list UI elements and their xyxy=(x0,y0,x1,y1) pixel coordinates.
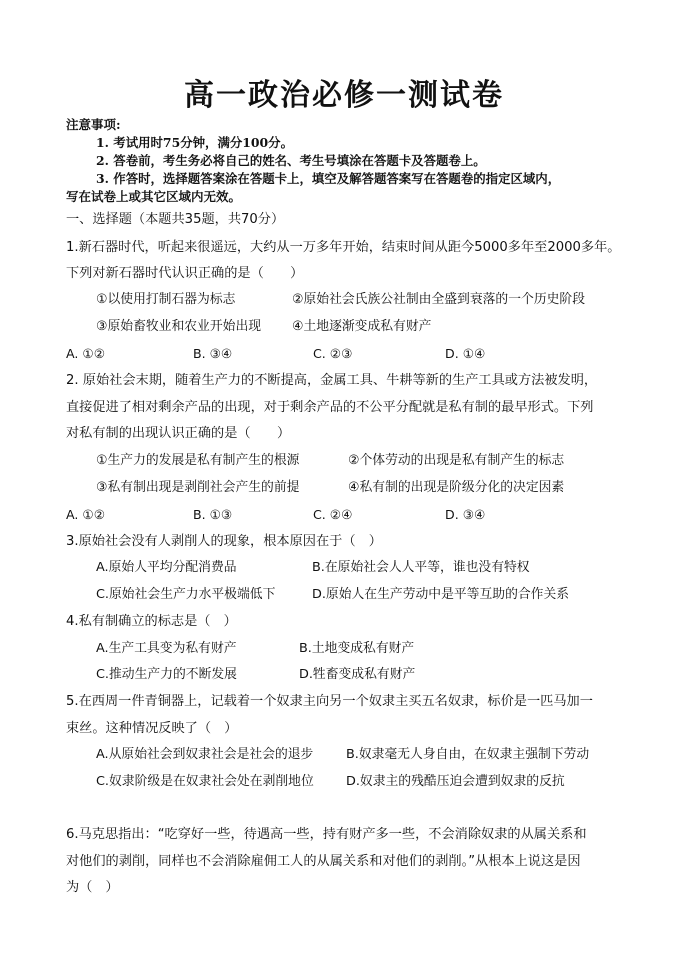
choice-c[interactable]: C. ②④ xyxy=(313,507,353,522)
option-d[interactable]: D.原始人在生产劳动中是平等互助的合作关系 xyxy=(312,587,570,602)
section-heading: 一、选择题（本题共35题，共70分） xyxy=(66,212,285,227)
question-5-text: 5.在西周一件青铜器上，记载着一个奴隶主向另一个奴隶主买五名奴隶，标价是一匹马加一 xyxy=(66,694,593,709)
choice-d[interactable]: D. ③④ xyxy=(445,507,486,522)
choice-a[interactable]: A. ①② xyxy=(66,346,105,361)
question-2-text: 直接促进了相对剩余产品的出现，对于剩余产品的不公平分配就是私有制的最早形式。下列 xyxy=(66,400,594,415)
notice-heading: 注意事项: xyxy=(66,117,121,132)
statement: ②个体劳动的出现是私有制产生的标志 xyxy=(348,453,565,468)
question-6-text: 6.马克思指出：“吃穿好一些，待遇高一些，持有财产多一些，不会消除奴隶的从属关系和 xyxy=(66,827,587,842)
question-4-text: 4.私有制确立的标志是（ ） xyxy=(66,614,237,629)
option-d[interactable]: D.奴隶主的残酷压迫会遭到奴隶的反抗 xyxy=(346,774,565,789)
choice-c[interactable]: C. ②③ xyxy=(313,346,353,361)
notice-item: 3. 作答时，选择题答案涂在答题卡上，填空及解答题答案写在答题卷的指定区域内， xyxy=(96,171,561,186)
question-1-text: 下列对新石器时代认识正确的是（ ） xyxy=(66,266,304,281)
choice-b[interactable]: B. ③④ xyxy=(193,346,233,361)
question-6-text: 对他们的剥削，同样也不会消除雇佣工人的从属关系和对他们的剥削。”从根本上说这是因 xyxy=(66,854,581,869)
question-2-text: 2. 原始社会末期，随着生产力的不断提高，金属工具、牛耕等新的生产工具或方法被发明， xyxy=(66,373,598,388)
statement: ④土地逐渐变成私有财产 xyxy=(292,319,432,334)
question-2-text: 对私有制的出现认识正确的是（ ） xyxy=(66,426,291,441)
choice-a[interactable]: A. ①② xyxy=(66,507,105,522)
question-1-text: 1.新石器时代，听起来很遥远，大约从一万多年开始，结束时间从距今5000多年至2000多年。 xyxy=(66,240,621,255)
question-5-text: 束丝。这种情况反映了（ ） xyxy=(66,721,238,736)
statement: ①以使用打制石器为标志 xyxy=(96,292,236,307)
option-a[interactable]: A.生产工具变为私有财产 xyxy=(96,641,237,656)
option-b[interactable]: B.在原始社会人人平等，谁也没有特权 xyxy=(312,560,530,575)
statement: ③私有制出现是剥削社会产生的前提 xyxy=(96,480,300,495)
choice-d[interactable]: D. ①④ xyxy=(445,346,486,361)
option-b[interactable]: B.土地变成私有财产 xyxy=(299,641,415,656)
choice-b[interactable]: B. ①③ xyxy=(193,507,233,522)
question-3-text: 3.原始社会没有人剥削人的现象，根本原因在于（ ） xyxy=(66,534,382,549)
option-c[interactable]: C.推动生产力的不断发展 xyxy=(96,667,237,682)
statement: ③原始畜牧业和农业开始出现 xyxy=(96,319,262,334)
option-c[interactable]: C.奴隶阶级是在奴隶社会处在剥削地位 xyxy=(96,774,314,789)
question-6-text: 为（ ） xyxy=(66,880,119,895)
statement: ①生产力的发展是私有制产生的根源 xyxy=(96,453,300,468)
option-a[interactable]: A.原始人平均分配消费品 xyxy=(96,560,237,575)
option-b[interactable]: B.奴隶毫无人身自由，在奴隶主强制下劳动 xyxy=(346,747,590,762)
notice-item: 写在试卷上或其它区域内无效。 xyxy=(66,189,242,204)
statement: ②原始社会氏族公社制由全盛到衰落的一个历史阶段 xyxy=(292,292,586,307)
notice-item: 2. 答卷前，考生务必将自己的姓名、考生号填涂在答题卡及答题卷上。 xyxy=(96,153,486,168)
option-c[interactable]: C.原始社会生产力水平极端低下 xyxy=(96,587,276,602)
page-title: 高一政治必修一测试卷 xyxy=(184,78,504,113)
notice-item: 1. 考试用时75分钟，满分100分。 xyxy=(96,135,294,150)
option-a[interactable]: A.从原始社会到奴隶社会是社会的退步 xyxy=(96,747,314,762)
statement: ④私有制的出现是阶级分化的决定因素 xyxy=(348,480,565,495)
option-d[interactable]: D.牲畜变成私有财产 xyxy=(299,667,416,682)
